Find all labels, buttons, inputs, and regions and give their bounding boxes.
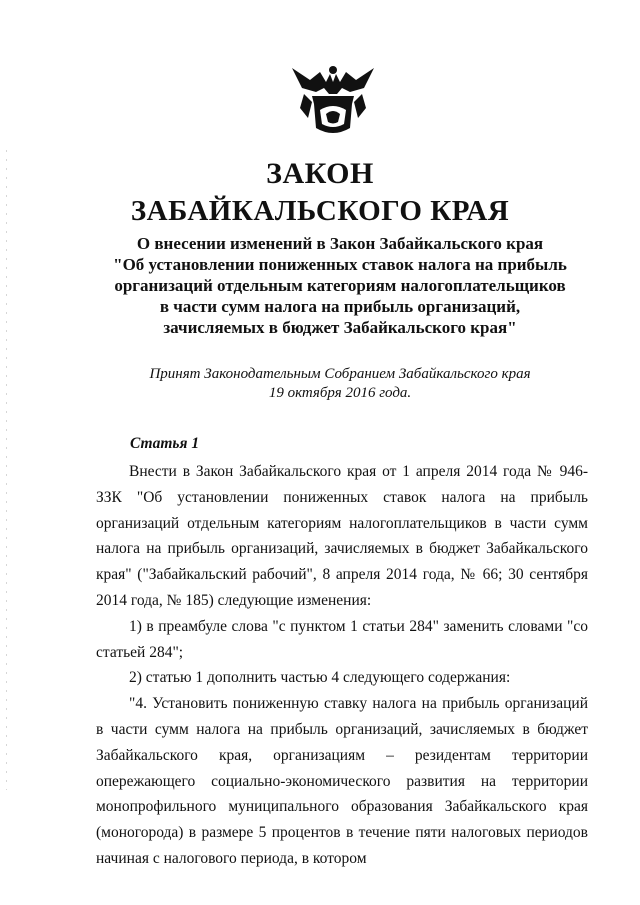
law-title: ЗАКОН [266, 157, 374, 190]
subtitle-line: организаций отдельным категориям налогоплательщиков [114, 276, 566, 295]
article-body [96, 459, 588, 872]
article-paragraph: 1) в преамбуле слова "с пунктом 1 статьи 284" заменить словами "со статьей 284"; [96, 617, 588, 661]
article-heading: Статья 1 [130, 435, 200, 452]
law-region-title: ЗАБАЙКАЛЬСКОГО КРАЯ [130, 195, 510, 227]
subtitle-line: "Об установлении пониженных ставок налога на прибыль [113, 255, 567, 274]
subtitle-line: О внесении изменений в Закон Забайкальского края [136, 234, 544, 253]
coat-of-arms-emblem-icon [290, 58, 376, 140]
adoption-line: Принят Законодательным Собранием Забайкальского края [149, 366, 531, 382]
law-subtitle [40, 233, 640, 338]
adoption-date: 19 октября 2016 года. [268, 385, 412, 401]
scan-edge-artifact [6, 150, 7, 790]
subtitle-line: в части сумм налога на прибыль организаций, [159, 297, 521, 316]
article-paragraph: Внести в Закон Забайкальского края от 1 апреля 2014 года № 946-ЗЗК "Об установлении пониженных ставок налога на прибыль организаций отдельным категориям налогоплательщиков в части сумм налога на прибыль организаций, зачисляемых в бюджет Забайкальского края" ("Забайкальский рабочий", 8 апреля 2014 года, № 66; 30 сентября 2014 года, № 185) следующие изменения: [96, 463, 588, 609]
adoption-note [40, 365, 640, 403]
article-paragraph: "4. Установить пониженную ставку налога на прибыль организаций в части сумм налога на прибыль организаций, зачисляемых в бюджет Забайкальского края, организациям – резидентам территории опережающего социально-экономического развития на территории монопрофильного муниципального образования Забайкальского края (моногорода) в размере 5 процентов в течение пяти налоговых периодов начиная с налогового периода, в котором [96, 695, 588, 867]
subtitle-line: зачисляемых в бюджет Забайкальского края" [163, 318, 517, 337]
article-paragraph: 2) статью 1 дополнить частью 4 следующего содержания: [129, 669, 511, 687]
